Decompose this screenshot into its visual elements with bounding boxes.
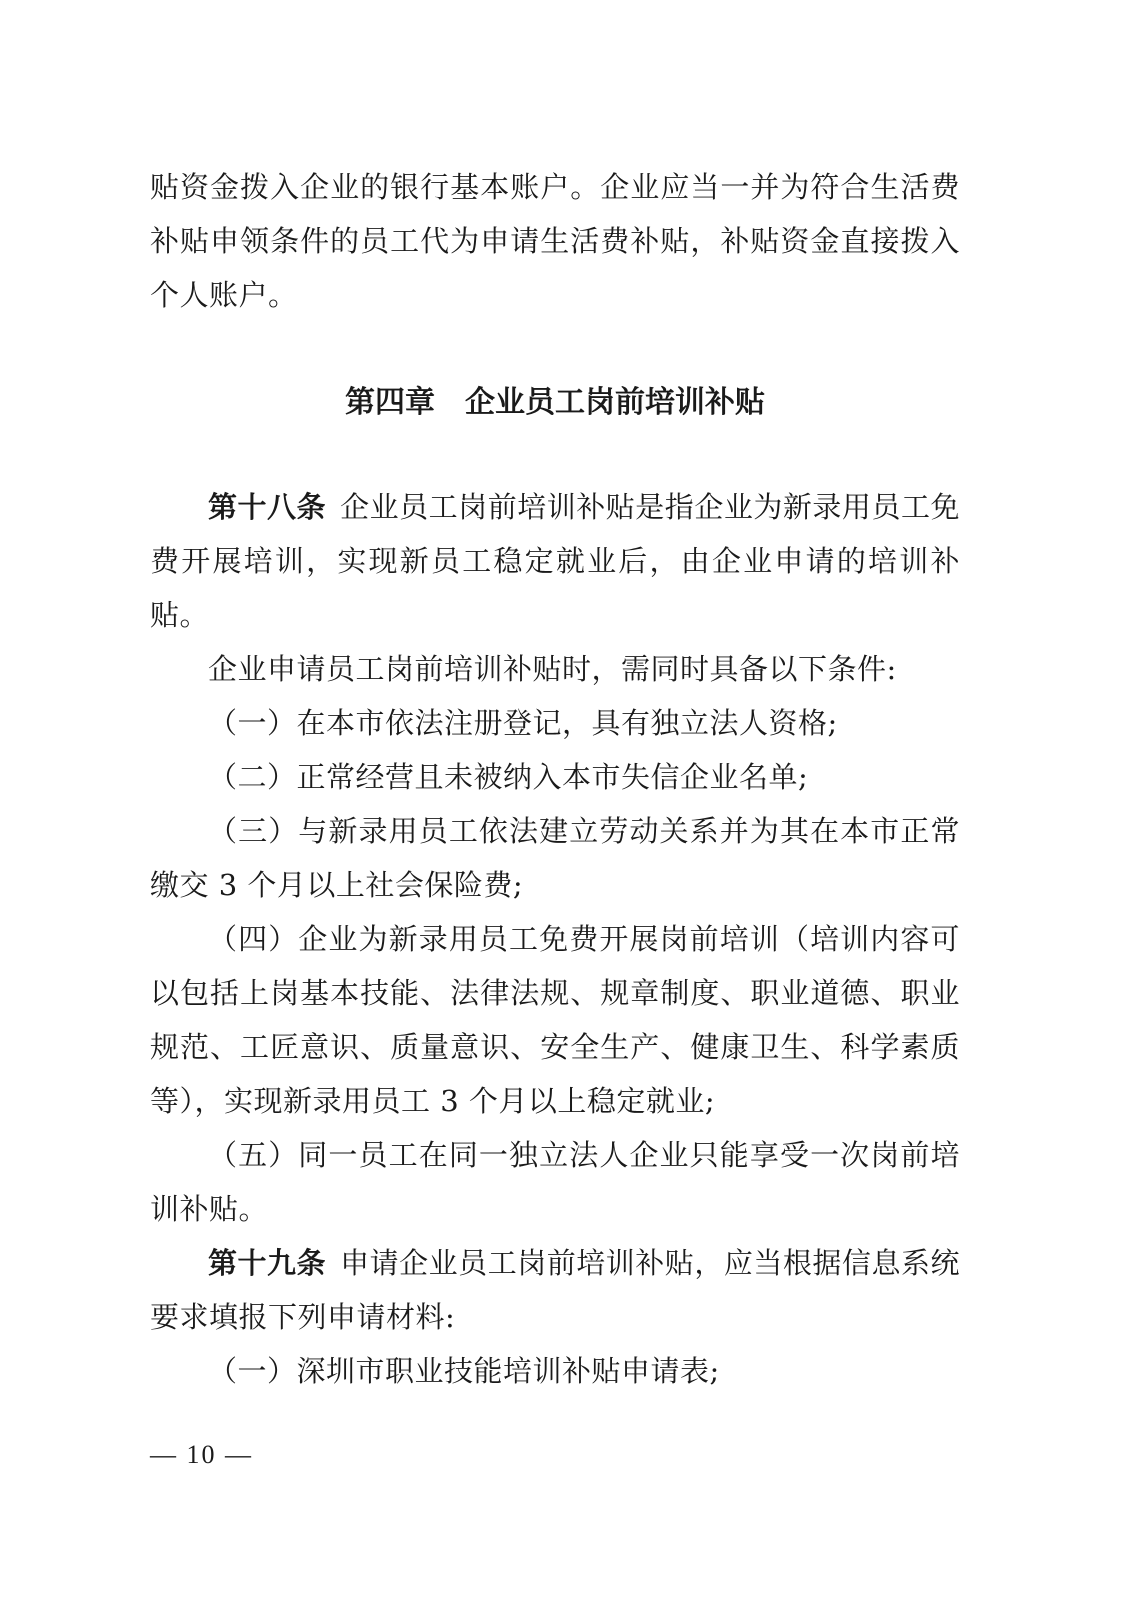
article-19-label: 第十九条: [208, 1246, 327, 1280]
material-item: （一）深圳市职业技能培训补贴申请表;: [208, 1354, 720, 1388]
article-18: [150, 480, 960, 642]
conditions-intro: 企业申请员工岗前培训补贴时，需同时具备以下条件:: [208, 652, 897, 686]
document-body: [150, 160, 960, 1398]
article-19: [150, 1236, 960, 1344]
condition-item: （二）正常经营且未被纳入本市失信企业名单;: [208, 760, 809, 794]
condition-item: （一）在本市依法注册登记，具有独立法人资格;: [208, 706, 838, 740]
article-18-label: 第十八条: [208, 490, 327, 524]
page-number: — 10 —: [150, 1440, 253, 1469]
article-19-text: 申请企业员工岗前培训补贴，应当根据信息系统要求填报下列申请材料:: [150, 1246, 960, 1334]
article-18-text: 企业员工岗前培训补贴是指企业为新录用员工免费开展培训，实现新员工稳定就业后，由企业申请的培训补贴。: [150, 490, 960, 632]
chapter-title: 第四章 企业员工岗前培训补贴: [345, 385, 765, 420]
condition-item: （三）与新录用员工依法建立劳动关系并为其在本市正常缴交 3 个月以上社会保险费;: [150, 814, 960, 902]
paragraph-continuation: 贴资金拨入企业的银行基本账户。企业应当一并为符合生活费补贴申领条件的员工代为申请生活费补贴，补贴资金直接拨入个人账户。: [150, 170, 960, 312]
condition-item: （五）同一员工在同一独立法人企业只能享受一次岗前培训补贴。: [150, 1138, 960, 1226]
condition-item: （四）企业为新录用员工免费开展岗前培训（培训内容可以包括上岗基本技能、法律法规、规章制度、职业道德、职业规范、工匠意识、质量意识、安全生产、健康卫生、科学素质等），实现新录用员工 3 个月以上稳定就业;: [150, 922, 960, 1118]
